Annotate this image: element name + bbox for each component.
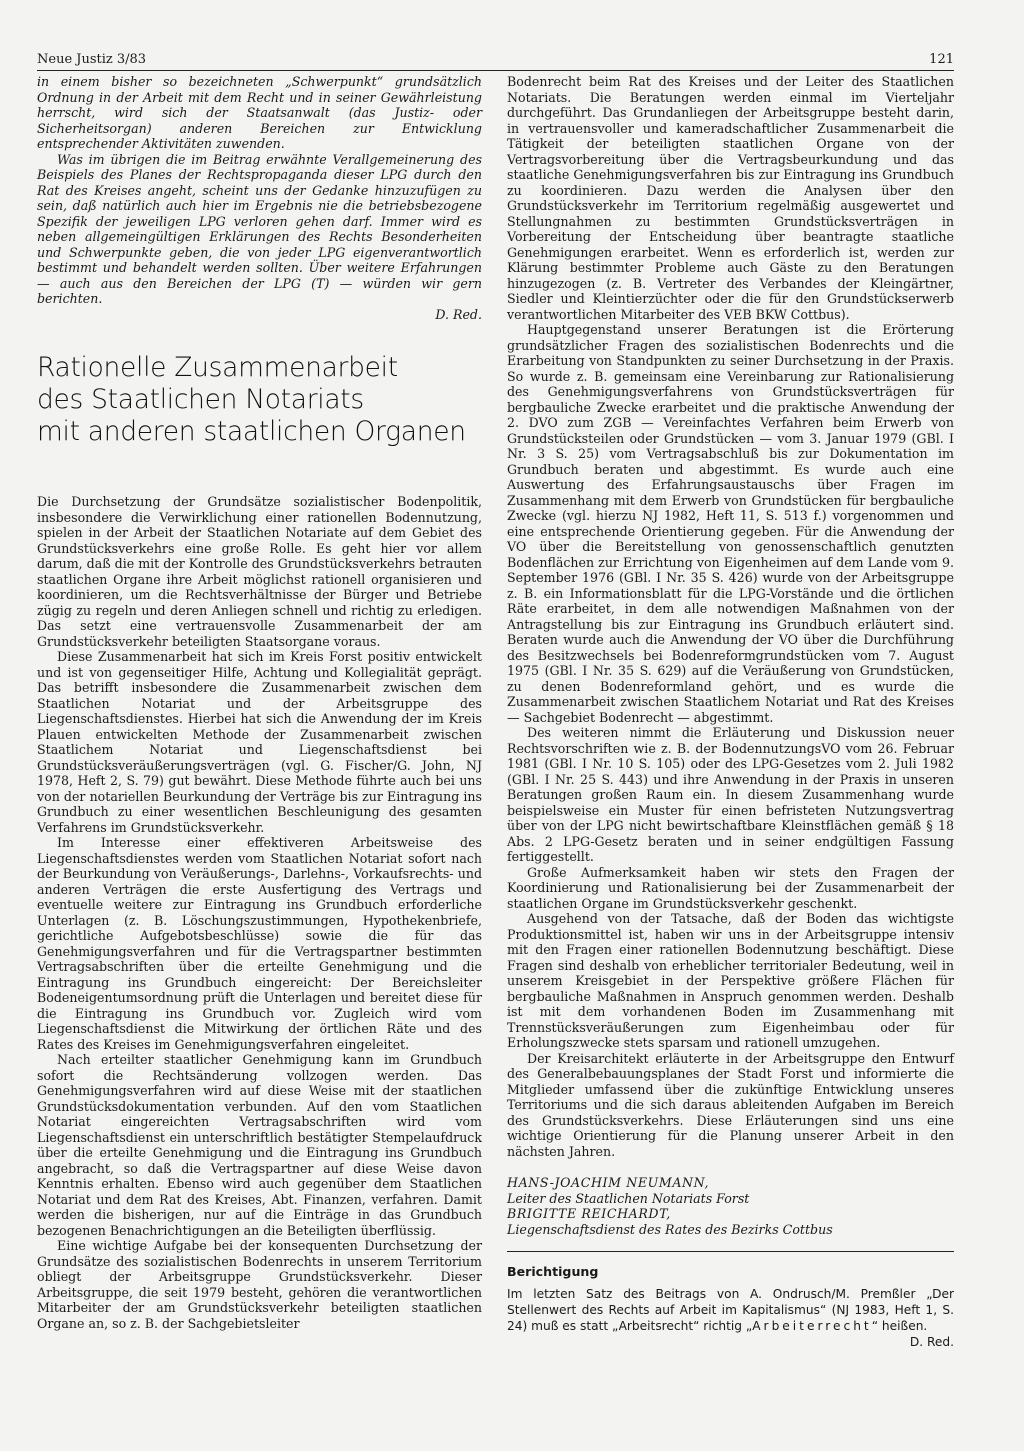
- correction-text-end: “ heißen.: [871, 1318, 928, 1333]
- body-paragraph: Große Aufmerksamkeit haben wir stets den Fragen der Koordinierung und Rationalisierung bei der Zusammenarbeit der staatlichen Organe im Grundstücksverkehr geschenkt.: [507, 864, 954, 911]
- headline-line: des Staatlichen Notariats: [37, 384, 364, 415]
- correction-signoff: D. Red.: [909, 1334, 954, 1349]
- body-paragraph: Des weiteren nimmt die Erläuterung und Diskussion neuer Rechtsvorschriften wie z. B. der BodennutzungsVO vom 26. Februar 1981 (GBl. I Nr. 10 S. 105) oder des LPG-Gesetzes vom 2. Juli 1982 (GBl. I Nr. 25 S. 443) und ihre Anwendung in der Praxis in unseren Beratungen großen Raum ein. In diesem Zusammenhang wurde beispielsweise ein Muster für einen befristeten Nutzungsvertrag über von der LPG nicht bewirtschaftbare Kleinstflächen gemäß § 18 Abs. 2 LPG-Gesetz beraten und in seiner endgültigen Fassung fertiggestellt.: [507, 725, 954, 864]
- journal-issue: Neue Justiz 3/83: [37, 52, 147, 67]
- section-divider: [507, 1251, 954, 1252]
- left-column: [37, 74, 482, 1331]
- header-rule: [37, 70, 954, 71]
- headline-line: Rationelle Zusammenarbeit: [37, 352, 398, 383]
- correction-text-start: Im letzten Satz des Beitrags von A. Ondrusch/M. Premßler „Der Stellenwert des Rechts auf Arbeit im Kapitalismus“ (NJ 1983, Heft 1, S. 24) muß es statt „Arbeitsrecht“ richtig „: [507, 1286, 954, 1333]
- correction-spaced-word: Arbeiterrecht: [752, 1318, 872, 1333]
- intro-paragraph: Was im übrigen die im Beitrag erwähnte Verallgemeinerung des Beispiels des Planes der Rechtspropaganda dieser LPG durch den Rat des Kreises angeht, scheint uns der Gedanke hinzuzufügen zu sein, daß natürlich auch hier im Ergebnis nie die betriebsbezogene Spezifik der jeweiligen LPG verloren gehen darf. Immer wird es neben allgemeingültigen Erklärungen des Rechts Besonderheiten und Schwerpunkte geben, die von jeder LPG eigenverantwortlich bestimmt und behandelt werden sollten. Über weitere Erfahrungen — auch aus den Bereichen der LPG (T) — würden wir gern berichten.: [37, 151, 482, 306]
- body-paragraph: Im Interesse einer effektiveren Arbeitsweise des Liegenschaftsdienstes werden vom Staatlichen Notariat sofort nach der Beurkundung von Veräußerungs-, Darlehns-, Vorkaufsrechts- und anderen Verträgen die erste Ausfertigung des Vertrags und eventuelle weitere zur Eintragung ins Grundbuch erforderliche Unterlagen (z. B. Löschungszustimmungen, Hypothekenbriefe, gerichtliche Aufgebotsbeschlüsse) sowie die für das Genehmigungsverfahren und für die Vertragspartner bestimmten Vertragsabschriften über die erteilte Genehmigung und die Eintragung ins Grundbuch eingereicht: Der Bereichsleiter Bodeneigentumsordnung prüft die Unterlagen und bereitet diese für die Eintragung ins Grundbuch vor. Zugleich wird vom Liegenschaftsdienst die Mitwirkung der örtlichen Räte und des Rates des Kreises im Genehmigungsverfahren eingeleitet.: [37, 835, 482, 1052]
- intro-paragraph: in einem bisher so bezeichneten „Schwerpunkt“ grundsätzlich Ordnung in der Arbeit mit dem Recht und in seiner Gewährleistung herrscht, wird sich der Staatsanwalt (das Justiz- oder Sicherheitsorgan) anderen Bereichen zur Entwicklung entsprechender Aktivitäten zuwenden.: [37, 74, 482, 151]
- body-paragraph: Eine wichtige Aufgabe bei der konsequenten Durchsetzung der Grundsätze des sozialistischen Bodenrechts in unserem Territorium obliegt der Arbeitsgruppe Grundstücksverkehr. Dieser Arbeitsgruppe, die seit 1979 besteht, gehören die verantwortlichen Mitarbeiter der am Grundstücksverkehr beteiligten staatlichen Organe an, so z. B. der Sachgebietsleiter: [37, 1238, 482, 1331]
- article-headline: [37, 352, 482, 448]
- correction-text: [507, 1286, 954, 1334]
- body-paragraph: Bodenrecht beim Rat des Kreises und der Leiter des Staatlichen Notariats. Die Beratungen werden einmal im Vierteljahr durchgeführt. Das Grundanliegen der Arbeitsgruppe besteht darin, in vertrauensvoller und kameradschaftlicher Zusammenarbeit die Tätigkeit der beteiligten staatlichen Organe von der Vertragsvorbereitung über die Vertragsbeurkundung und das staatliche Genehmigungsverfahren bis zur Eintragung ins Grundbuch zu koordinieren. Dazu werden die Analysen über den Grundstücksverkehr im Territorium regelmäßig ausgewertet und Stellungnahmen zu bestimmten Grundstücksverträgen in Vorbereitung der Entscheidung über beantragte staatliche Genehmigungen erarbeitet. Wenn es erforderlich ist, werden zur Klärung bestimmter Probleme auch Gäste zu den Beratungen hinzugezogen (z. B. Vertreter des Verbandes der Kleingärtner, Siedler und Kleintierzüchter oder die für den Grundstückserwerb verantwortlichen Mitarbeiter des VEB BKW Cottbus).: [507, 74, 954, 322]
- right-column: [507, 74, 954, 1350]
- author-name: HANS-JOACHIM NEUMANN,: [507, 1175, 710, 1190]
- author-name: BRIGITTE REICHARDT,: [507, 1206, 671, 1221]
- body-paragraph: Nach erteilter staatlicher Genehmigung kann im Grundbuch sofort die Rechtsänderung vollzogen werden. Das Genehmigungsverfahren wird auf diese Weise mit der staatlichen Grundstücksdokumentation verbunden. Auf den vom Staatlichen Notariat eingereichten Vertragsabschriften wird vom Liegenschaftsdienst ein unterschriftlich bestätigter Stempelaufdruck über die erteilte Genehmigung und die Eintragung ins Grundbuch angebracht, so daß die Vertragspartner auf diese Weise davon Kenntnis erhalten. Ebenso wird auch gegenüber dem Staatlichen Notariat und dem Rat des Kreises, Abt. Finanzen, verfahren. Damit werden die bisherigen, nur auf die Einträge in das Grundbuch bezogenen Benachrichtigungen an die Beteiligten überflüssig.: [37, 1052, 482, 1238]
- headline-line: mit anderen staatlichen Organen: [37, 416, 466, 447]
- editor-signoff: D. Red.: [435, 306, 482, 322]
- correction-title: Berichtigung: [507, 1264, 599, 1279]
- body-paragraph: Diese Zusammenarbeit hat sich im Kreis Forst positiv entwickelt und ist von gegenseitiger Hilfe, Achtung und Kollegialität geprägt. Das betrifft insbesondere die Zusammenarbeit zwischen dem Staatlichen Notariat und der Arbeitsgruppe des Liegenschaftsdienstes. Hierbei hat sich die Anwendung der im Kreis Plauen entwickelten Methode der Zusammenarbeit zwischen Staatlichem Notariat und Liegenschaftsdienst bei Grundstücksveräußerungsverträgen (vgl. G. Fischer/G. John, NJ 1978, Heft 2, S. 79) gut bewährt. Diese Methode führte auch bei uns von der notariellen Beurkundung der Verträge bis zur Eintragung ins Grundbuch zu einer wesentlichen Beschleunigung des gesamten Verfahrens im Grundstücksverkehr.: [37, 649, 482, 835]
- author-role: Leiter des Staatlichen Notariats Forst: [507, 1190, 750, 1206]
- author-signatures: [507, 1175, 954, 1237]
- body-paragraph: Die Durchsetzung der Grundsätze sozialistischer Bodenpolitik, insbesondere die Verwirklichung einer rationellen Bodennutzung, spielen in der Arbeit der Staatlichen Notariate auf dem Gebiet des Grundstücksverkehrs eine große Rolle. Es geht hier vor allem darum, daß die mit der Kontrolle des Grundstücksverkehrs betrauten staatlichen Organe ihre Arbeit möglichst rationell organisieren und koordinieren, um die Rechtsverhältnisse der Bürger und Betriebe zügig zu regeln und deren Anliegen schnell und richtig zu erledigen. Das setzt eine vertrauensvolle Zusammenarbeit der am Grundstücksverkehr beteiligten Staatsorgane voraus.: [37, 494, 482, 649]
- page-number: 121: [929, 52, 954, 67]
- body-paragraph: Ausgehend von der Tatsache, daß der Boden das wichtigste Produktionsmittel ist, haben wir uns in der Arbeitsgruppe intensiv mit den Fragen einer rationellen Bodennutzung beschäftigt. Diese Fragen sind deshalb von erheblicher territorialer Bedeutung, weil in unserem Kreisgebiet in der Perspektive größere Flächen für bergbauliche Maßnahmen in Anspruch genommen werden. Deshalb ist mit dem vorhandenen Boden im Zusammenhang mit Trennstücksveräußerungen zum Eigenheimbau oder für Erholungszwecke stets sparsam und rationell umzugehen.: [507, 911, 954, 1050]
- author-role: Liegenschaftsdienst des Rates des Bezirks Cottbus: [507, 1221, 833, 1237]
- body-paragraph: Hauptgegenstand unserer Beratungen ist die Erörterung grundsätzlicher Fragen des sozialistischen Bodenrechts und die Erarbeitung von Standpunkten zu seiner Durchsetzung in der Praxis. So wurde z. B. gemeinsam eine Vereinbarung zur Rationalisierung des Genehmigungsverfahrens von Grundstücksverträgen für bergbauliche Zwecke erarbeitet und die praktische Anwendung der 2. DVO zum ZGB — Vereinfachtes Verfahren beim Erwerb von Grundstücksteilen oder Grundstücken — vom 3. Januar 1979 (GBl. I Nr. 3 S. 25) vom Vertragsabschluß bis zur Dokumentation im Grundbuch beraten und abgestimmt. Es wurde auch eine Auswertung des Erfahrungsaustauschs über Fragen im Zusammenhang mit dem Erwerb von Grundstücken für bergbauliche Zwecke (vgl. hierzu NJ 1982, Heft 11, S. 513 f.) vorgenommen und eine entsprechende Orientierung gegeben. Für die Anwendung der VO über die Bereitstellung von genossenschaftlich genutzten Bodenflächen zur Errichtung von Eigenheimen auf dem Lande vom 9. September 1976 (GBl. I Nr. 35 S. 426) wurde von der Arbeitsgruppe z. B. ein Informationsblatt für die LPG-Vorstände und die örtlichen Räte erarbeitet, in dem alle notwendigen Maßnahmen von der Antragstellung bis zur Eintragung ins Grundbuch erläutert sind. Beraten wurde auch die Anwendung der VO über die Durchführung des Besitzwechsels bei Bodenreformgrundstücken vom 7. August 1975 (GBl. I Nr. 35 S. 629) auf die Veräußerung von Grundstücken, zu denen Bodenreformland gehört, und es wurde die Zusammenarbeit zwischen Staatlichem Notariat und Rat des Kreises — Sachgebiet Bodenrecht — abgestimmt.: [507, 322, 954, 725]
- body-paragraph: Der Kreisarchitekt erläuterte in der Arbeitsgruppe den Entwurf des Generalbebauungsplanes der Stadt Forst und informierte die Mitglieder umfassend über die zukünftige Entwicklung unseres Territoriums und die sich daraus ableitenden Aufgaben im Bereich des Grundstücksverkehrs. Diese Erläuterungen sind uns eine wichtige Orientierung für die Planung unserer Arbeit in den nächsten Jahren.: [507, 1050, 954, 1159]
